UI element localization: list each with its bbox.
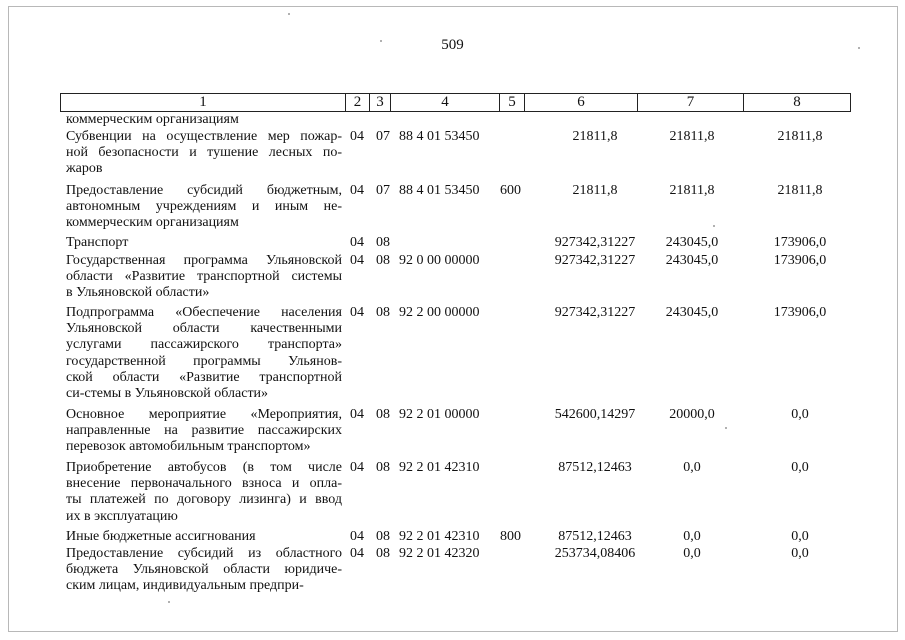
subsection-code: 08 xyxy=(376,253,390,268)
scan-speck xyxy=(288,13,290,15)
row-name-line: их в эксплуатацию xyxy=(66,508,178,524)
target-article-code: 88 4 01 53450 xyxy=(399,183,480,198)
amount-year-1: 87512,12463 xyxy=(558,529,632,544)
target-article-code: 92 2 01 00000 xyxy=(399,407,480,422)
amount-year-3: 0,0 xyxy=(791,460,809,475)
amount-year-2: 243045,0 xyxy=(665,305,719,320)
subsection-code: 08 xyxy=(376,305,390,320)
target-article-code: 92 2 01 42310 xyxy=(399,529,480,544)
row-name-line: Предоставление субсидий бюджетным, xyxy=(66,183,342,198)
expense-type-code: 800 xyxy=(500,529,521,544)
target-article-code: 88 4 01 53450 xyxy=(399,129,480,144)
row-name-line: ской области «Развитие транспортной xyxy=(66,369,342,385)
section-code: 04 xyxy=(350,129,364,144)
amount-year-1: 542600,14297 xyxy=(554,407,636,422)
row-name xyxy=(66,407,342,456)
row-name xyxy=(66,235,342,251)
amount-year-2: 21811,8 xyxy=(669,129,715,144)
subsection-code: 08 xyxy=(376,460,390,475)
subsection-code: 08 xyxy=(376,235,390,250)
header-col-3: 3 xyxy=(370,94,391,111)
row-name xyxy=(66,183,342,232)
row-name-line: государственной программы Ульянов- xyxy=(66,353,342,369)
row-name-line: жаров xyxy=(66,161,103,177)
row-name xyxy=(66,253,342,302)
row-name-line: Государственная программа Ульяновской xyxy=(66,253,342,268)
section-code: 04 xyxy=(350,305,364,320)
amount-year-3: 0,0 xyxy=(791,407,809,422)
amount-year-3: 173906,0 xyxy=(773,253,827,268)
amount-year-1: 21811,8 xyxy=(572,129,618,144)
header-col-4: 4 xyxy=(391,94,500,111)
header-col-6: 6 xyxy=(525,94,638,111)
target-article-code: 92 2 01 42310 xyxy=(399,460,480,475)
header-col-1: 1 xyxy=(61,94,346,111)
amount-year-1: 927342,31227 xyxy=(554,253,636,268)
row-name-line: Транспорт xyxy=(66,235,129,250)
amount-year-1: 87512,12463 xyxy=(558,460,632,475)
amount-year-2: 0,0 xyxy=(683,460,701,475)
table-header xyxy=(60,93,851,112)
expense-type-code: 600 xyxy=(500,183,521,198)
amount-year-2: 243045,0 xyxy=(665,253,719,268)
row-name-line: Приобретение автобусов (в том числе xyxy=(66,460,342,475)
amount-year-2: 243045,0 xyxy=(665,235,719,250)
page-number: 509 xyxy=(441,37,464,53)
target-article-code: 92 2 01 42320 xyxy=(399,546,480,561)
row-name-line: Основное мероприятие «Мероприятия, xyxy=(66,407,342,422)
scan-speck xyxy=(725,427,727,429)
row-name xyxy=(66,460,342,525)
row-name xyxy=(66,529,342,545)
row-name-line: Субвенции на осуществление мер пожар- xyxy=(66,129,342,144)
amount-year-1: 927342,31227 xyxy=(554,305,636,320)
section-code: 04 xyxy=(350,460,364,475)
target-article-code: 92 0 00 00000 xyxy=(399,253,480,268)
scan-speck xyxy=(380,40,382,42)
amount-year-3: 21811,8 xyxy=(777,183,823,198)
row-name xyxy=(66,546,342,595)
section-code: 04 xyxy=(350,253,364,268)
subsection-code: 07 xyxy=(376,129,390,144)
row-name xyxy=(66,112,342,128)
subsection-code: 08 xyxy=(376,546,390,561)
scan-speck xyxy=(713,225,715,227)
row-name-line: ским лицам, индивидуальным предпри- xyxy=(66,578,304,594)
amount-year-3: 0,0 xyxy=(791,529,809,544)
section-code: 04 xyxy=(350,407,364,422)
amount-year-3: 173906,0 xyxy=(773,305,827,320)
row-name-line: коммерческим организациям xyxy=(66,112,239,127)
row-name-line: услугами пассажирского транспорта» xyxy=(66,337,342,353)
subsection-code: 08 xyxy=(376,529,390,544)
row-name-line: внесение первоначального взноса и опла- xyxy=(66,476,342,492)
row-name-line: Ульяновской области качественными xyxy=(66,321,342,337)
scan-speck xyxy=(168,601,170,603)
row-name-line: перевозок автомобильным транспортом» xyxy=(66,439,311,455)
row-name-line: си-стемы в Ульяновской области» xyxy=(66,385,269,401)
amount-year-2: 21811,8 xyxy=(669,183,715,198)
scan-speck xyxy=(858,47,860,49)
header-col-8: 8 xyxy=(793,94,801,110)
row-name-line: ты платежей по договору лизинга) и ввод xyxy=(66,492,342,508)
amount-year-2: 20000,0 xyxy=(669,407,715,422)
row-name-line: Иные бюджетные ассигнования xyxy=(66,529,256,544)
amount-year-1: 21811,8 xyxy=(572,183,618,198)
row-name xyxy=(66,305,342,402)
row-name-line: коммерческим организациям xyxy=(66,215,239,231)
header-col-2: 2 xyxy=(346,94,370,111)
header-col-7: 7 xyxy=(638,94,744,111)
amount-year-3: 173906,0 xyxy=(773,235,827,250)
section-code: 04 xyxy=(350,529,364,544)
row-name-line: области «Развитие транспортной системы xyxy=(66,269,342,285)
row-name-line: в Ульяновской области» xyxy=(66,285,210,301)
subsection-code: 08 xyxy=(376,407,390,422)
amount-year-3: 21811,8 xyxy=(777,129,823,144)
row-name-line: ной безопасности и тушение лесных по- xyxy=(66,145,342,161)
row-name-line: бюджета Ульяновской области юридиче- xyxy=(66,562,342,578)
amount-year-2: 0,0 xyxy=(683,546,701,561)
row-name-line: направленные на развитие пассажирских xyxy=(66,423,342,439)
row-name-line: автономным учреждениям и иным не- xyxy=(66,199,342,215)
target-article-code: 92 2 00 00000 xyxy=(399,305,480,320)
row-name-line: Подпрограмма «Обеспечение населения xyxy=(66,305,342,320)
amount-year-1: 253734,08406 xyxy=(554,546,636,561)
subsection-code: 07 xyxy=(376,183,390,198)
section-code: 04 xyxy=(350,546,364,561)
header-col-5: 5 xyxy=(500,94,525,111)
amount-year-2: 0,0 xyxy=(683,529,701,544)
section-code: 04 xyxy=(350,235,364,250)
row-name-line: Предоставление субсидий из областного xyxy=(66,546,342,561)
row-name xyxy=(66,129,342,178)
section-code: 04 xyxy=(350,183,364,198)
amount-year-3: 0,0 xyxy=(791,546,809,561)
amount-year-1: 927342,31227 xyxy=(554,235,636,250)
